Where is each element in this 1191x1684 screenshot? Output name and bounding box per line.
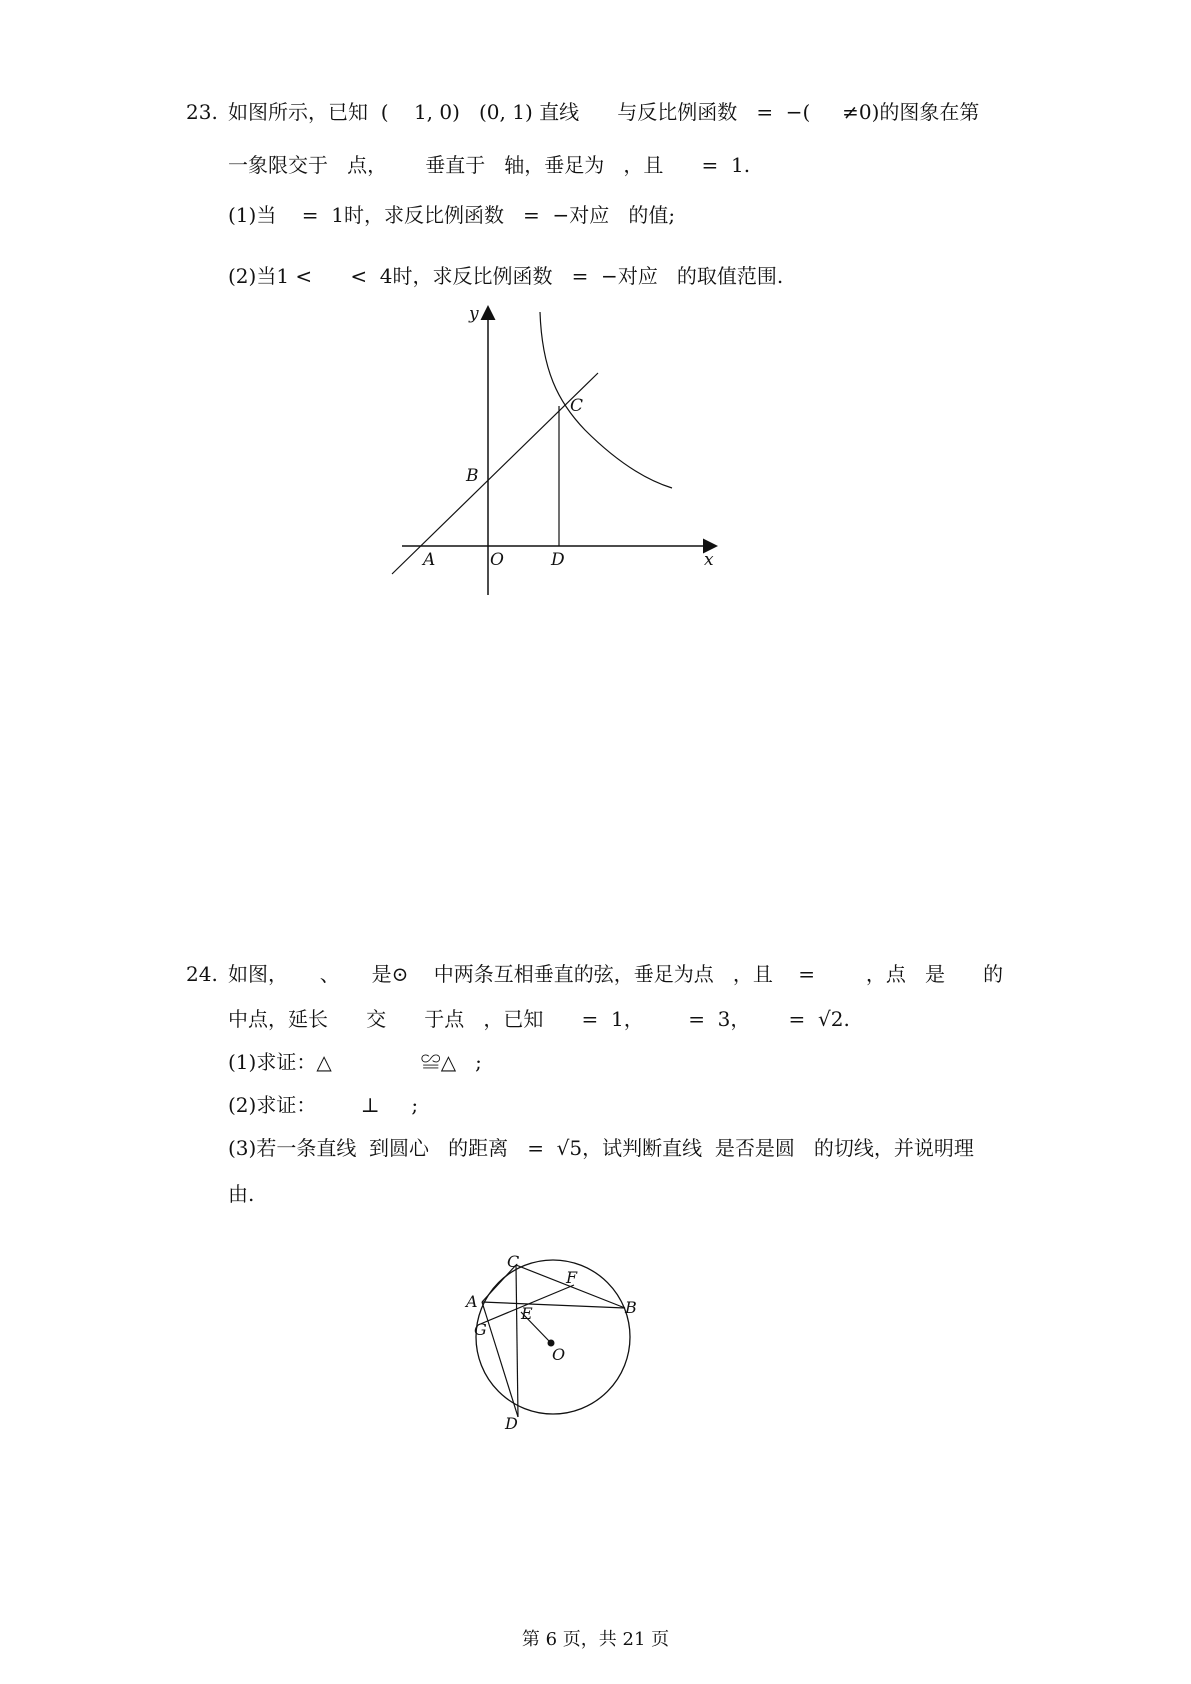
q23-line-2: 一象限交于 点， 垂直于 轴，垂足为 ，且 = 1. bbox=[228, 153, 751, 177]
label-d: D bbox=[551, 550, 565, 570]
label-c: C bbox=[507, 1252, 520, 1271]
label-d: D bbox=[505, 1414, 518, 1433]
q24-figure bbox=[455, 1245, 655, 1445]
q23-line-3: (1)当 = 1时，求反比例函数 = −对应 的值; bbox=[228, 203, 676, 227]
q24-line-4: (2)求证： ⊥ ; bbox=[228, 1093, 419, 1117]
q23-figure bbox=[380, 300, 730, 600]
chord-cd bbox=[516, 1265, 518, 1417]
q24-line-5: (3)若一条直线 到圆心 的距离 = √5，试判断直线 是否是圆 的切线，并说明理 bbox=[228, 1136, 974, 1160]
label-a: A bbox=[423, 550, 436, 570]
hyperbola-curve bbox=[540, 312, 672, 488]
page-footer: 第 6 页，共 21 页 bbox=[521, 1629, 670, 1650]
segment-ad bbox=[482, 1302, 518, 1417]
label-b: B bbox=[625, 1298, 637, 1317]
q23-number: 23. bbox=[186, 100, 218, 124]
label-c: C bbox=[570, 396, 584, 416]
label-f: F bbox=[566, 1268, 578, 1287]
q24-line-3: (1)求证：△ ≌△ ; bbox=[228, 1050, 482, 1074]
q23-line-4: (2)当1 < < 4时，求反比例函数 = −对应 的取值范围. bbox=[228, 264, 784, 288]
q24-line-2: 中点，延长 交 于点 ，已知 = 1， = 3， = √2. bbox=[228, 1007, 850, 1031]
label-y: y bbox=[469, 304, 479, 324]
q23-line-1: 如图所示，已知 ( 1, 0) (0, 1) 直线 与反比例函数 = −( ≠0)的图象在第 bbox=[228, 100, 980, 124]
label-g: G bbox=[474, 1320, 487, 1339]
q24-line-6: 由. bbox=[228, 1182, 255, 1206]
line-ab bbox=[392, 373, 598, 574]
q24-number: 24. bbox=[186, 962, 218, 986]
label-b: B bbox=[466, 466, 479, 486]
label-o: O bbox=[490, 550, 504, 570]
q24-line-1: 如图， 、 是⊙ 中两条互相垂直的弦，垂足为点 ，且 = ，点 是 的 bbox=[228, 962, 1004, 986]
label-o: O bbox=[552, 1345, 566, 1364]
label-x: x bbox=[704, 550, 714, 570]
label-e: E bbox=[521, 1304, 533, 1323]
label-a: A bbox=[466, 1292, 478, 1311]
chord-ab bbox=[482, 1302, 625, 1308]
